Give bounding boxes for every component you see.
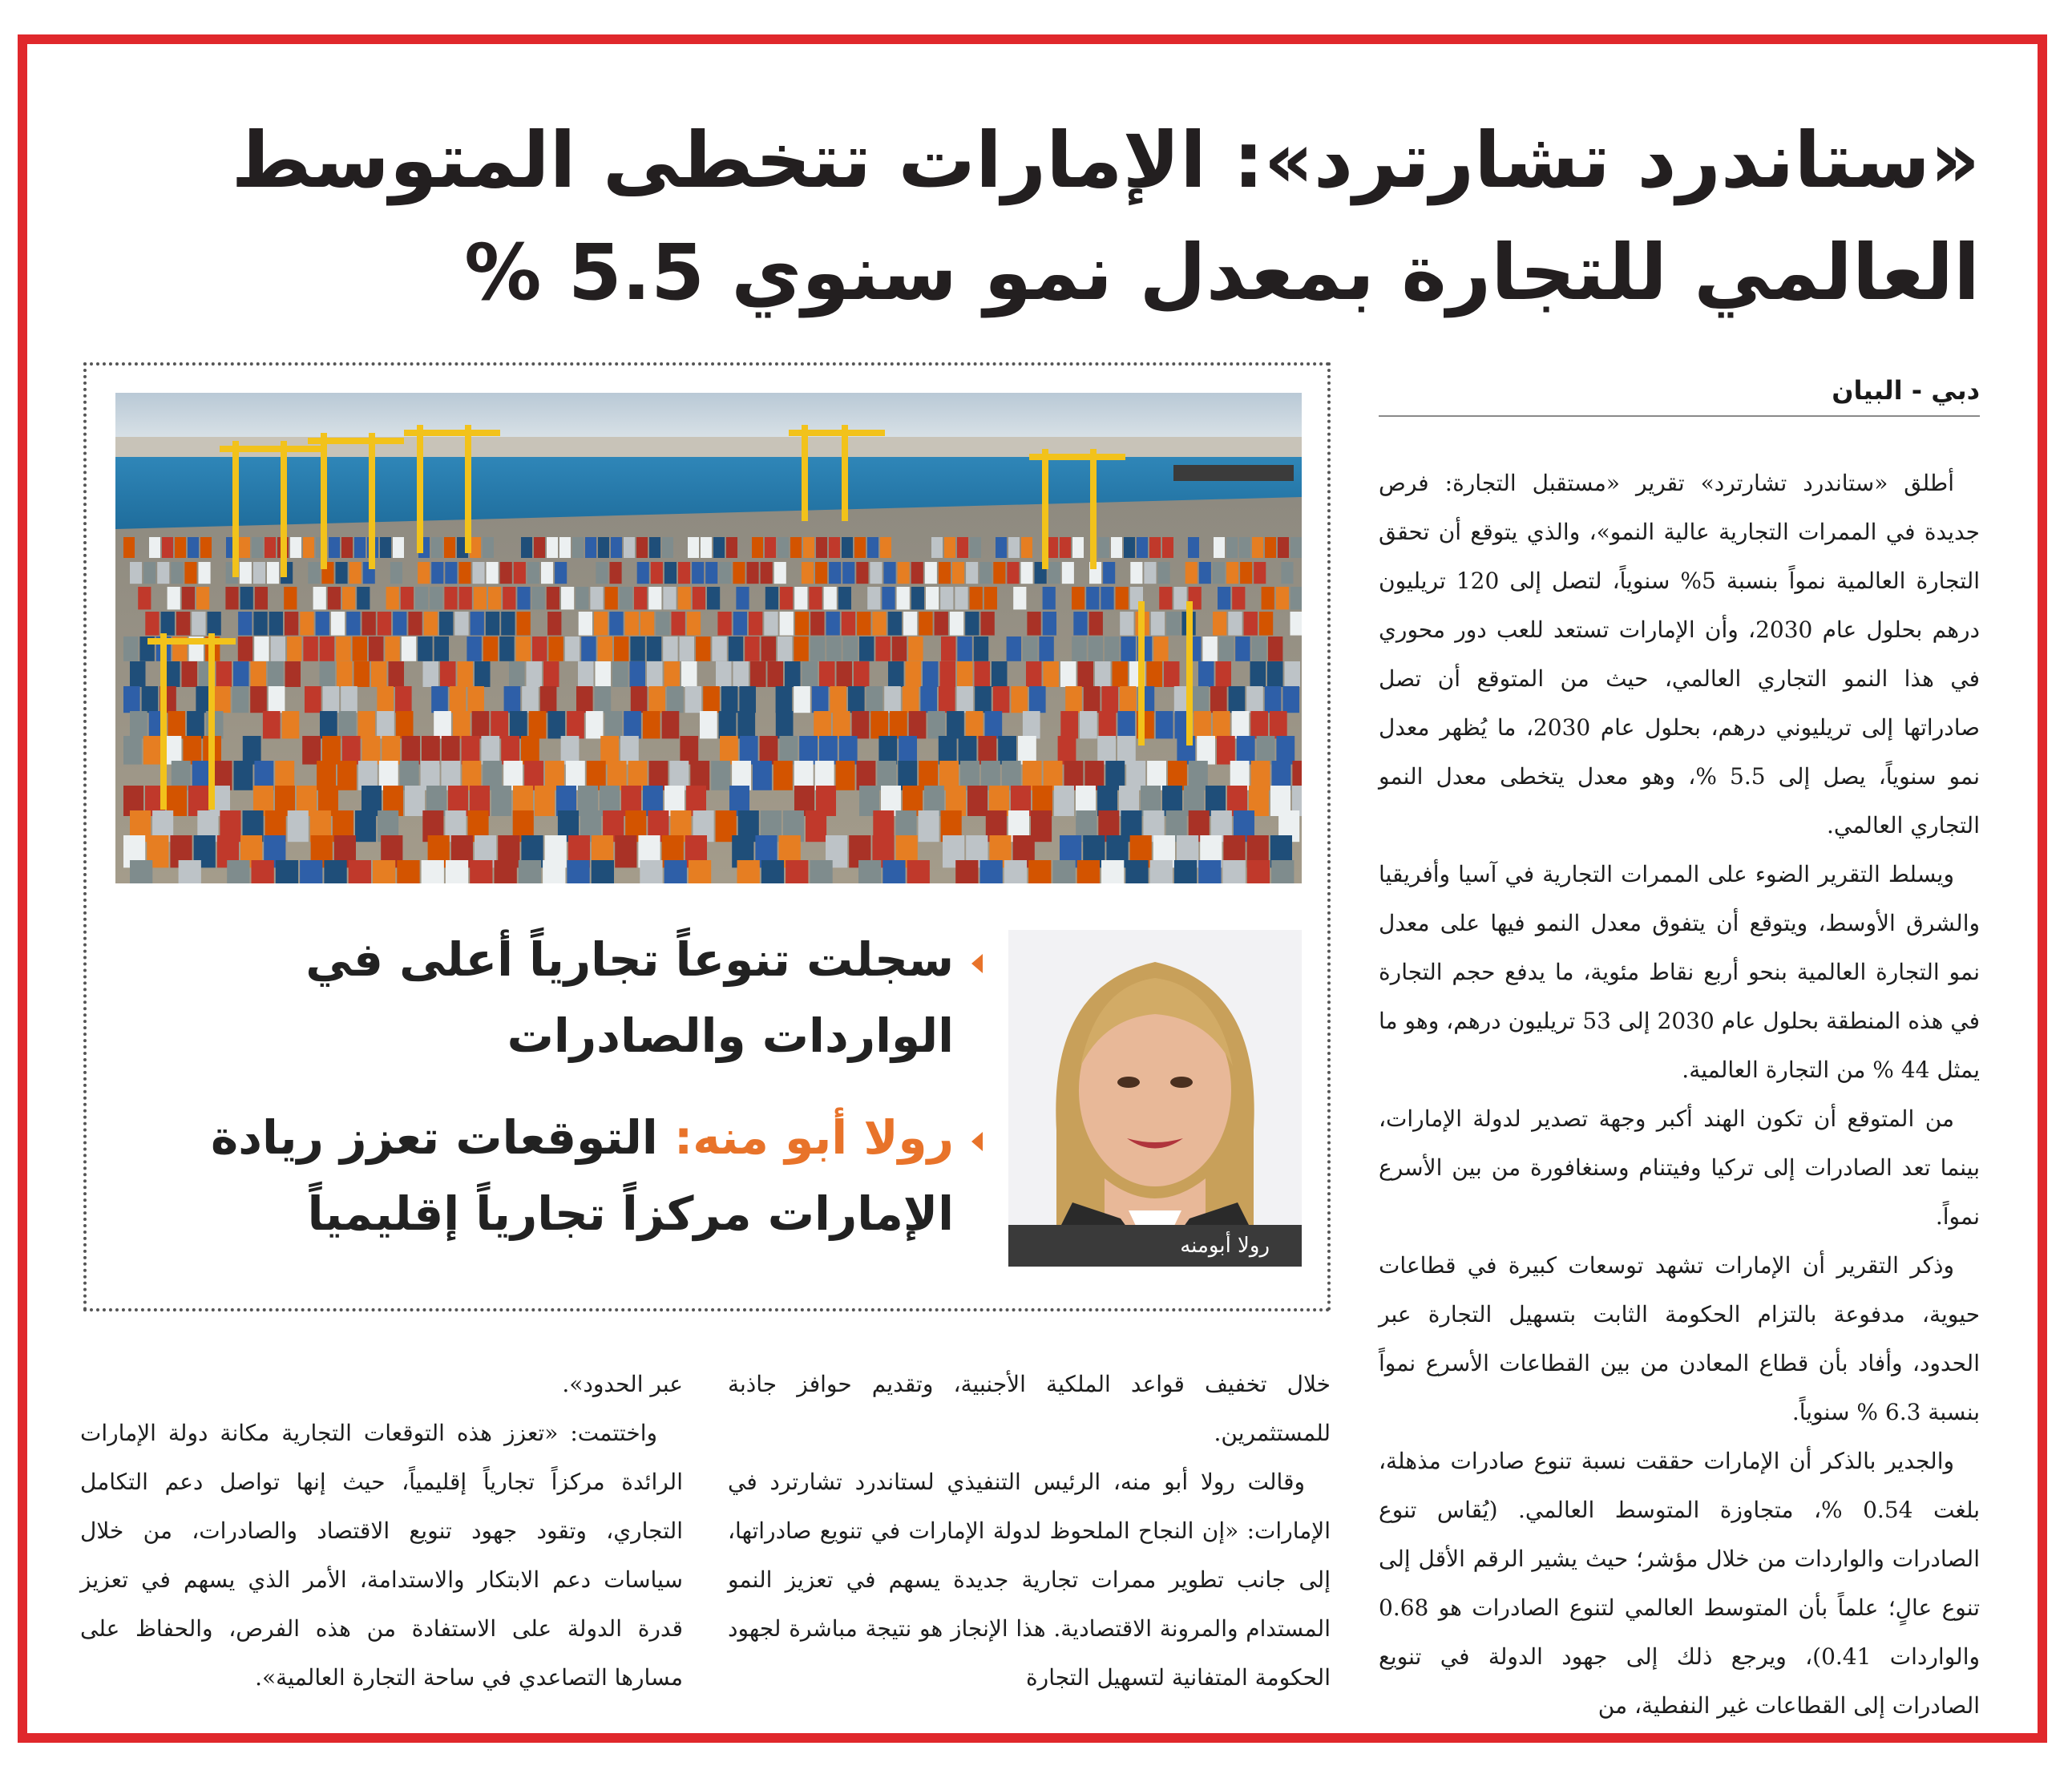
port-container-image [115,393,1302,883]
paragraph: خلال تخفيف قواعد الملكية الأجنبية، وتقديم حوافز جاذبة للمستثمرين. [728,1371,1331,1446]
paragraph: أطلق «ستاندرد تشارترد» تقرير «مستقبل التجارة: فرص جديدة في الممرات التجارية عالية النمو»، والذي يتوقع أن تحقق التجارة العالمية نمواً بنسبة 5% سنوياً، لتصل إلى 120 تريليون درهم بحلول عام 2030، وأن الإمارات تستعد للعب دور محوري في هذا النمو التجاري العالمي، حيث من المتوقع أن تصل صادراتها إلى تريليوني درهم، بحلول عام 2030، ما يُظهر معدل نمو سنوياً، يصل إلى 5.5 %، وهو معدل يتخطى معدل النمو التجاري العالمي. [1379,470,1981,839]
body-column-2 [728,1360,1331,1702]
photo-caption: رولا أبومنه [1008,1225,1302,1267]
portrait-image [1008,930,1302,1267]
body-column-3 [80,1360,683,1702]
portrait-photo [1008,930,1302,1267]
paragraph: من المتوقع أن تكون الهند أكبر وجهة تصدير لدولة الإمارات، بينما تعد الصادرات إلى تركيا وفيتنام وسنغافورة من بين الأسرع نمواً. [1379,1105,1980,1230]
port-photo [115,393,1302,883]
headline [160,104,1980,329]
paragraph: والجدير بالذكر أن الإمارات حققت نسبة تنوع صادرات مذهلة، بلغت 0.54 %، متجاوزة المتوسط العالمي. (يُقاس تنوع الصادرات والواردات من خلال مؤشر؛ حيث يشير الرقم الأقل إلى تنوع عالٍ؛ علماً بأن المتوسط العالمي لتنوع الصادرات هو 0.68 والواردات 0.41)، ويرجع ذلك إلى جهود الدولة في تنويع الصادرات إلى القطاعات غير النفطية، من [1379,1448,1981,1719]
arrow-icon [971,1132,983,1151]
paragraph: واختتمت: «تعزز هذه التوقعات التجارية مكانة دولة الإمارات الرائدة مركزاً تجارياً إقليمياً، حيث إنها تواصل دعم التكامل التجاري، وتقود جهود تنويع الاقتصاد والصادرات، من خلال سياسات دعم الابتكار والاستدامة، الأمر الذي يسهم في تعزيز قدرة الدولة على الاستفادة من هذه الفرص، والحفاظ على مسارها التصاعدي في ساحة التجارة العالمية». [80,1420,683,1691]
pullquote-1: سجلت تنوعاً تجارياً أعلى في الواردات والصادرات [305,932,954,1063]
pullquote-speaker: رولا أبو منه: [674,1110,954,1165]
paragraph: ويسلط التقرير الضوء على الممرات التجارية في آسيا وأفريقيا والشرق الأوسط، ويتوقع أن يتفوق معدل النمو فيها على معدل نمو التجارة العالمية بنحو أربع نقاط مئوية، ما يدفع حجم التجارة في هذه المنطقة بحلول عام 2030 إلى 53 تريليون درهم، وهو ما يمثل 44 % من التجارة العالمية. [1379,861,1981,1083]
pullquote-2 [104,1100,954,1252]
arrow-icon [971,954,983,973]
pullquote-text: التوقعات تعزز ريادة الإمارات مركزاً تجارياً إقليمياً [211,1110,954,1241]
headline-line-1: «ستاندرد تشارترد»: الإمارات تتخطى المتوسط [231,115,1980,205]
paragraph: وذكر التقرير أن الإمارات تشهد توسعات كبيرة في قطاعات حيوية، مدفوعة بالتزام الحكومة الثابت بتسهيل التجارة عبر الحدود، وأفاد بأن قطاع المعادن من بين القطاعات الأسرع نمواً بنسبة 6.3 % سنوياً. [1379,1252,1980,1425]
body-column-1 [1379,459,1980,1730]
paragraph: وقالت رولا أبو منه، الرئيس التنفيذي لستاندرد تشارترد في الإمارات: «إن النجاح الملحوظ لدولة الإمارات في تنويع صادراتها، إلى جانب تطوير ممرات تجارية جديدة يسهم في تعزيز النمو المستدام والمرونة الاقتصادية. هذا الإنجاز هو نتيجة مباشرة لجهود الحكومة المتفانية لتسهيل التجارة [728,1469,1331,1691]
paragraph: عبر الحدود». [562,1371,683,1397]
byline: دبي - البيان [1379,375,1980,417]
headline-line-2: العالمي للتجارة بمعدل نمو سنوي 5.5 % [464,228,1980,317]
